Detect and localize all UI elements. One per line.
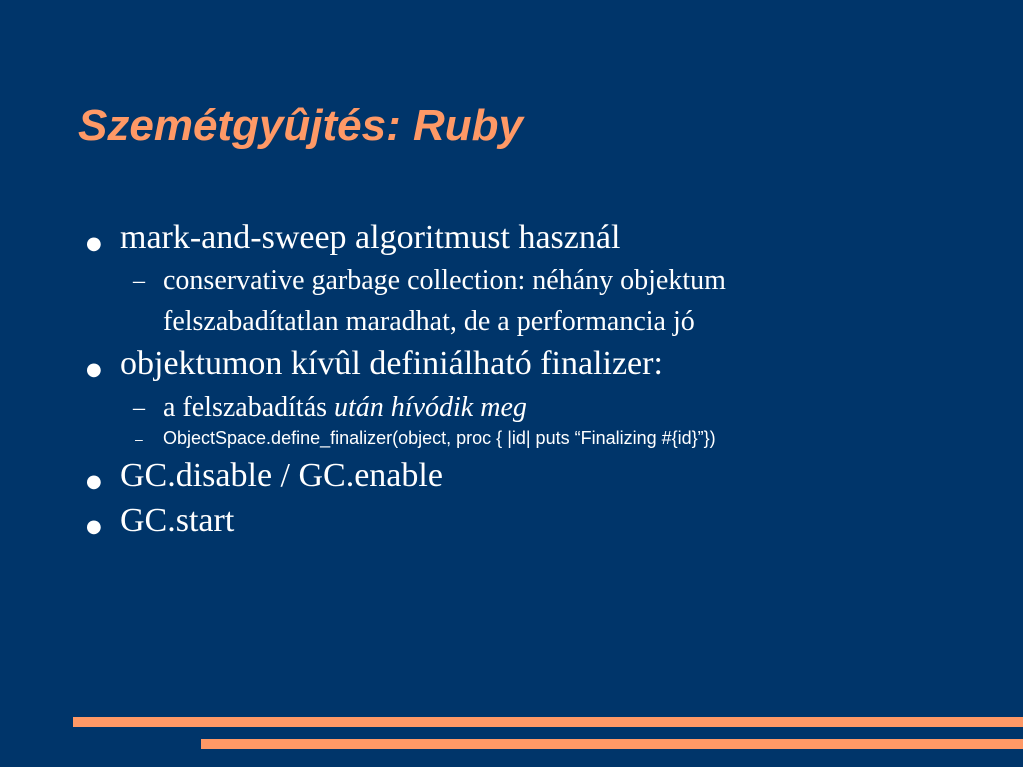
bullet-text: objektumon kívûl definiálható finalizer:	[120, 345, 663, 382]
sub-item-release	[133, 388, 527, 428]
sub-item-code-example	[135, 426, 716, 450]
dash-icon: –	[133, 268, 145, 294]
bullet-item-finalizer	[86, 344, 663, 384]
bullet-text: GC.start	[120, 502, 235, 539]
sub-item-text: conservative garbage collection: néhány objektum	[163, 265, 726, 296]
sub-item-text: a felszabadítás	[163, 392, 335, 423]
dash-icon: –	[133, 395, 145, 421]
sub-item-continuation	[163, 302, 695, 342]
bullet-text: mark-and-sweep algoritmust használ	[120, 219, 621, 256]
bullet-dot-icon: ●	[86, 359, 102, 380]
bullet-item-mark-and-sweep	[86, 218, 621, 258]
sub-item-emphasis: után hívódik meg	[334, 392, 527, 423]
sub-item-text: felszabadítatlan maradhat, de a performancia jó	[163, 306, 695, 337]
bullet-text: GC.disable / GC.enable	[120, 457, 443, 494]
bullet-dot-icon: ●	[86, 471, 102, 492]
decorative-bar-top	[73, 717, 1023, 727]
bullet-item-gc-start	[86, 501, 235, 541]
dash-icon: –	[135, 431, 143, 447]
bullet-item-gc-disable-enable	[86, 456, 443, 496]
slide-title: Szemétgyûjtés: Ruby	[78, 101, 523, 150]
bullet-dot-icon: ●	[86, 516, 102, 537]
decorative-bar-bottom	[201, 739, 1023, 749]
sub-item-conservative-gc	[133, 261, 726, 301]
bullet-dot-icon: ●	[86, 233, 102, 254]
code-example-text: ObjectSpace.define_finalizer(object, proc { |id| puts “Finalizing #{id}”})	[163, 428, 716, 448]
